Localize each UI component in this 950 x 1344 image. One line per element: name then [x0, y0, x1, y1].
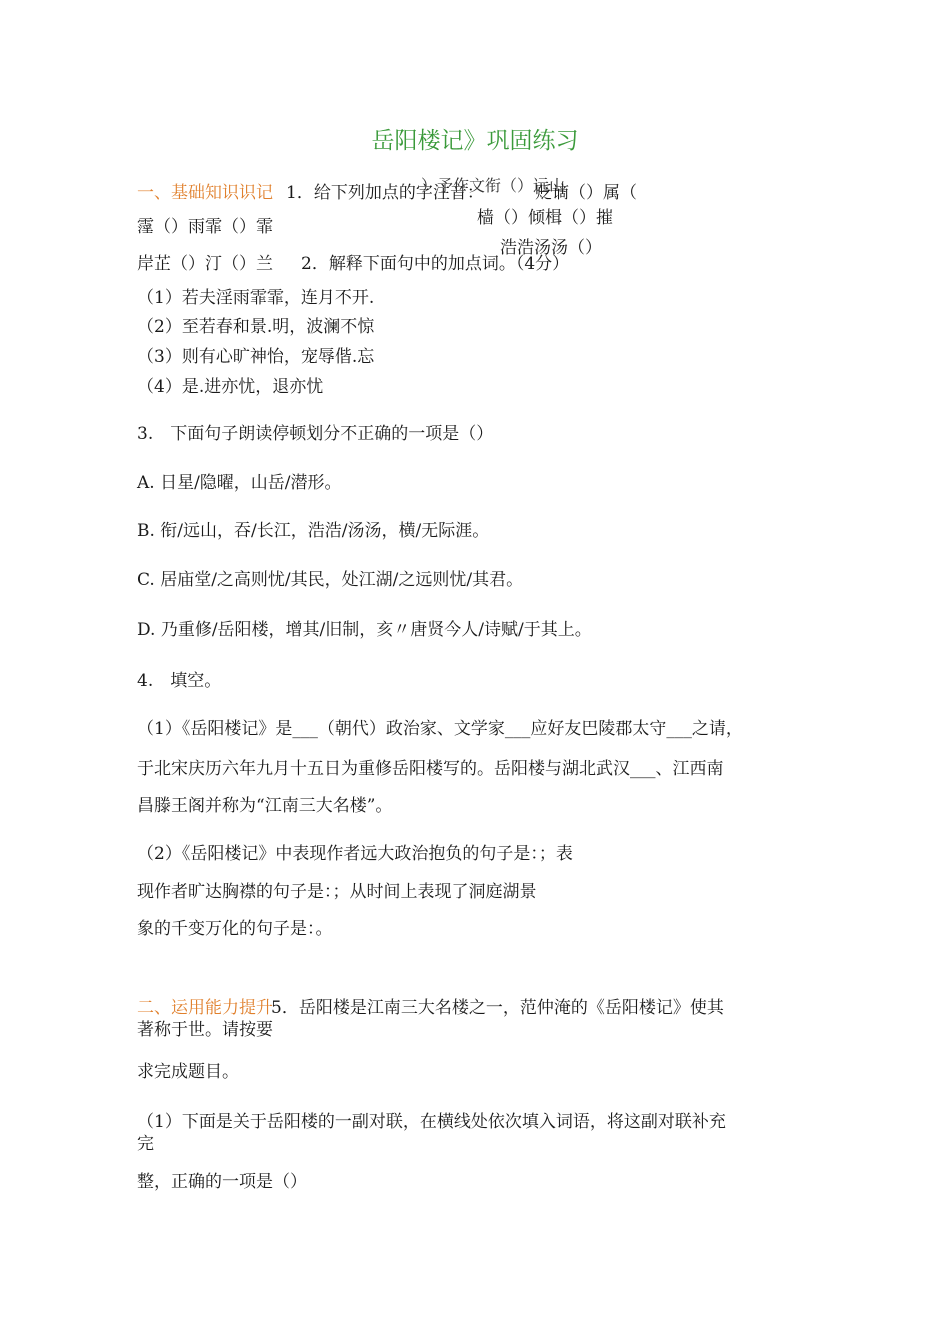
- q2-item: （3）则有心旷神怡，宠辱偕.忘: [137, 347, 375, 367]
- q4-2-line: 现作者旷达胸襟的句子是：；从时间上表现了洞庭湖景: [137, 882, 537, 902]
- q4-1-line: （1）《岳阳楼记》是___（朝代）政治家、文学家___应好友巴陵郡太守___之请，: [137, 719, 743, 739]
- q4-prompt: 4. 填空。: [137, 671, 222, 691]
- q1-intro: 1．给下列加点的字注音：: [286, 183, 484, 203]
- q3-option-c: C. 居庙堂/之高则忧/其民，处江湖/之远则忧/其君。: [137, 570, 524, 590]
- q2-item: （1）若夫淫雨霏霏，连月不开.: [137, 288, 375, 308]
- q1-right-3: 浩浩汤汤（）: [500, 238, 602, 258]
- q3-prompt: 3. 下面句子朗读停顿划分不正确的一项是（）: [137, 424, 494, 444]
- section-1-heading: 一、基础知识识记: [137, 183, 273, 203]
- q5-prompt-cont: 著称于世。请按要: [137, 1020, 273, 1040]
- q5-1-line: 整，正确的一项是（）: [137, 1172, 307, 1192]
- q1-line-2: 霪（）雨霏（）霏: [137, 217, 273, 237]
- q3-option-a: A. 日星/隐曜，山岳/潜形。: [137, 473, 342, 493]
- q1-line-3: 岸芷（）汀（）兰: [137, 254, 273, 274]
- q4-1-line: 于北宋庆历六年九月十五日为重修岳阳楼写的。岳阳楼与湖北武汉___、江西南: [137, 759, 724, 779]
- q1-overlap-b: 贬谪（）属（: [535, 183, 637, 203]
- q2-item: （2）至若春和景.明，波澜不惊: [137, 317, 375, 337]
- q5-prompt: 5．岳阳楼是江南三大名楼之一，范仲淹的《岳阳楼记》使其: [271, 998, 724, 1018]
- section-2-heading: 二、运用能力提升: [137, 998, 273, 1018]
- q2-item: （4）是.进亦忧，退亦忧: [137, 377, 324, 397]
- q4-2-line: 象的千变万化的句子是：。: [137, 919, 333, 939]
- q3-option-b: B. 衔/远山，吞/长江，浩浩/汤汤，横/无际涯。: [137, 521, 490, 541]
- q2-prompt: 2．解释下面句中的加点词。（4分）: [301, 254, 570, 274]
- q3-option-d: D. 乃重修/岳阳楼，增其/旧制，亥〃唐贤今人/诗赋/于其上。: [137, 620, 592, 640]
- page-title: 岳阳楼记》巩固练习: [371, 128, 579, 154]
- q1-overlap-a: ）予作文衔（）远山: [421, 176, 566, 195]
- q4-2-line: （2）《岳阳楼记》中表现作者远大政治抱负的句子是：；表: [137, 844, 573, 864]
- q5-1-line: （1）下面是关于岳阳楼的一副对联，在横线处依次填入词语，将这副对联补充: [137, 1112, 726, 1132]
- q4-1-line: 昌滕王阁并称为“江南三大名楼”。: [137, 796, 393, 816]
- q5-line-3: 求完成题目。: [137, 1062, 239, 1082]
- q1-right-2: 樯（）倾楫（）摧: [477, 208, 613, 228]
- q5-1-line: 完: [137, 1134, 154, 1154]
